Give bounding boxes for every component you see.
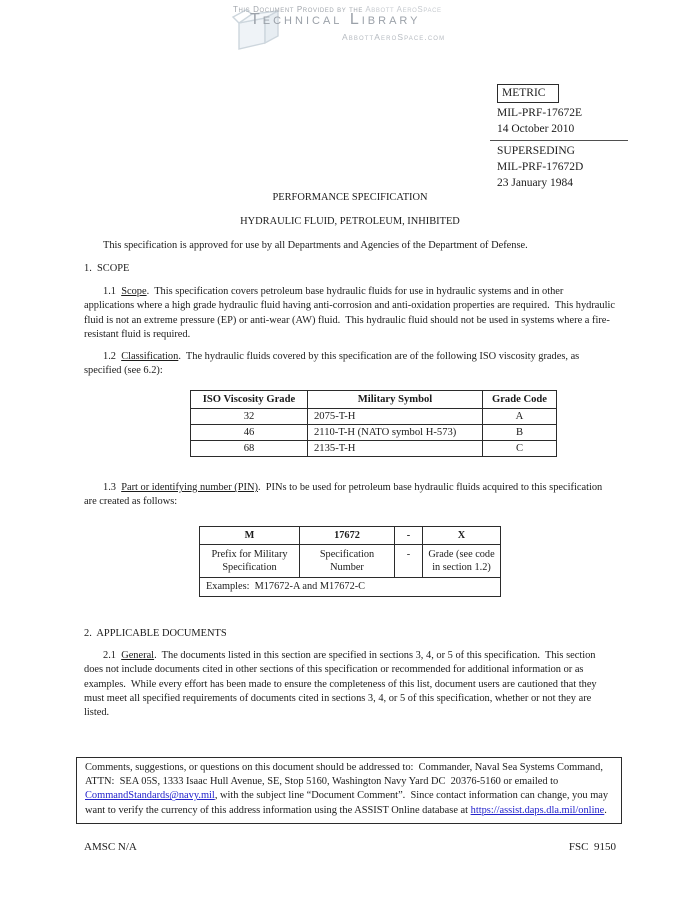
doc-title-line1: PERFORMANCE SPECIFICATION [272,192,428,203]
library-domain: AbbottAeroSpace.com [342,32,446,42]
para-1-3 [84,481,616,510]
iso-grade-cell: 46 [191,425,308,441]
email-link[interactable]: CommandStandards@navy.mil [85,790,215,802]
pin-header-row [200,527,501,545]
para-1-2-body: . The hydraulic fluids covered by this specification are of the following ISO viscosity grades, as specified (see 6.2): [84,351,582,377]
para-1-2-number: 1.2 [103,351,122,362]
col-header-iso-grade: ISO Viscosity Grade [191,391,308,409]
amsc-number: AMSC N/A [84,841,137,853]
military-symbol-cell: 2110-T-H (NATO symbol H-573) [308,425,483,441]
iso-grade-cell: 68 [191,441,308,457]
superseded-date: 23 January 1984 [497,177,574,190]
superseding-divider [490,140,628,141]
pin-examples-row [200,578,501,597]
table-row [191,425,557,441]
pin-table [199,526,501,597]
comments-text-2: , with the subject line “Document Comment”. Since contact information can change, you may want to verify the currency of this address information using the ASSIST Online database at [85,790,611,816]
library-title: Technical Library [250,11,421,28]
pin-specnum-desc: Specification Number [300,545,395,578]
military-symbol-cell: 2075-T-H [308,409,483,425]
pin-examples-cell: Examples: M17672-A and M17672-C [200,578,501,597]
para-1-1-label: Scope [121,286,147,297]
pin-description-row [200,545,501,578]
comments-text-1: Comments, suggestions, or questions on this document should be addressed to: Commander, Naval Sea Systems Command, ATTN: SEA 05S, 1333 Isaac Hull Avenue, SE, Stop 5160, Washington Navy Yard DC 20376-5160 or emailed to [85,762,605,788]
pin-grade-desc: Grade (see code in section 1.2) [423,545,501,578]
iso-grade-cell: 32 [191,409,308,425]
spec-date: 14 October 2010 [497,123,575,136]
para-1-1-number: 1.1 [103,286,122,297]
para-2-1-label: General [121,650,155,661]
pin-specnum-header: 17672 [300,527,395,545]
superseding-label: SUPERSEDING [497,144,575,157]
provided-prefix: This Document Provided by the [233,5,366,14]
comments-text-3: . [604,804,607,816]
superseded-number: MIL-PRF-17672D [497,160,584,173]
grade-code-cell: C [483,441,557,457]
table-header-row [191,391,557,409]
para-1-3-label: Part or identifying number (PIN) [121,482,258,493]
pin-dash-header: - [395,527,423,545]
fsc-number: FSC 9150 [568,841,616,853]
para-2-1-number: 2.1 [103,650,122,661]
pin-dash-desc: - [395,545,423,578]
para-1-3-number: 1.3 [103,482,122,493]
pin-prefix-header: M [200,527,300,545]
section-2-heading: 2. APPLICABLE DOCUMENTS [84,628,227,639]
page-footer [84,841,616,853]
table-row [191,441,557,457]
doc-title-line2: HYDRAULIC FLUID, PETROLEUM, INHIBITED [240,216,460,227]
table-row [191,409,557,425]
para-2-1-body: . The documents listed in this section are specified in sections 3, 4, or 5 of this specification. This section does not include documents cited in other sections of this specification or recommended for additional information or as examples. While every effort has been made to ensure the completeness of this list, document users are cautioned that they must meet all specified requirements of documents cited in sections 3, 4, or 5 of this specification, whether or not they are listed. [84,650,600,719]
grade-code-cell: A [483,409,557,425]
para-2-1 [84,649,616,720]
para-1-2 [84,350,616,379]
section-1-heading: 1. SCOPE [84,263,130,274]
pin-grade-header: X [423,527,501,545]
spec-number: MIL-PRF-17672E [497,107,582,120]
para-1-1 [84,285,616,342]
col-header-grade-code: Grade Code [483,391,557,409]
pin-prefix-desc: Prefix for Military Specification [200,545,300,578]
metric-block [490,84,628,191]
para-1-3-body: . PINs to be used for petroleum base hydraulic fluids acquired to this specification are created as follows: [84,482,605,508]
grade-code-cell: B [483,425,557,441]
metric-label: METRIC [497,84,559,103]
assist-url-link[interactable]: https://assist.daps.dla.mil/online [470,804,605,816]
approval-statement: This specification is approved for use by all Departments and Agencies of the Department of Defense. [103,240,528,251]
para-1-2-label: Classification [121,351,179,362]
provided-brand: Abbott AeroSpace [365,5,442,14]
col-header-military-symbol: Military Symbol [308,391,483,409]
viscosity-grade-table [190,390,557,457]
comments-box [76,757,622,824]
para-1-1-body: . This specification covers petroleum base hydraulic fluids for use in hydraulic systems and in other applications where a high grade hydraulic fluid having anti-corrosion and anti-oxidation properties are required. This hydraulic fluid is not an extreme pressure (EP) or anti-wear (AW) fluid. This hydraulic fluid should not be used in systems where a fire-resistant fluid is required. [84,286,618,340]
military-symbol-cell: 2135-T-H [308,441,483,457]
